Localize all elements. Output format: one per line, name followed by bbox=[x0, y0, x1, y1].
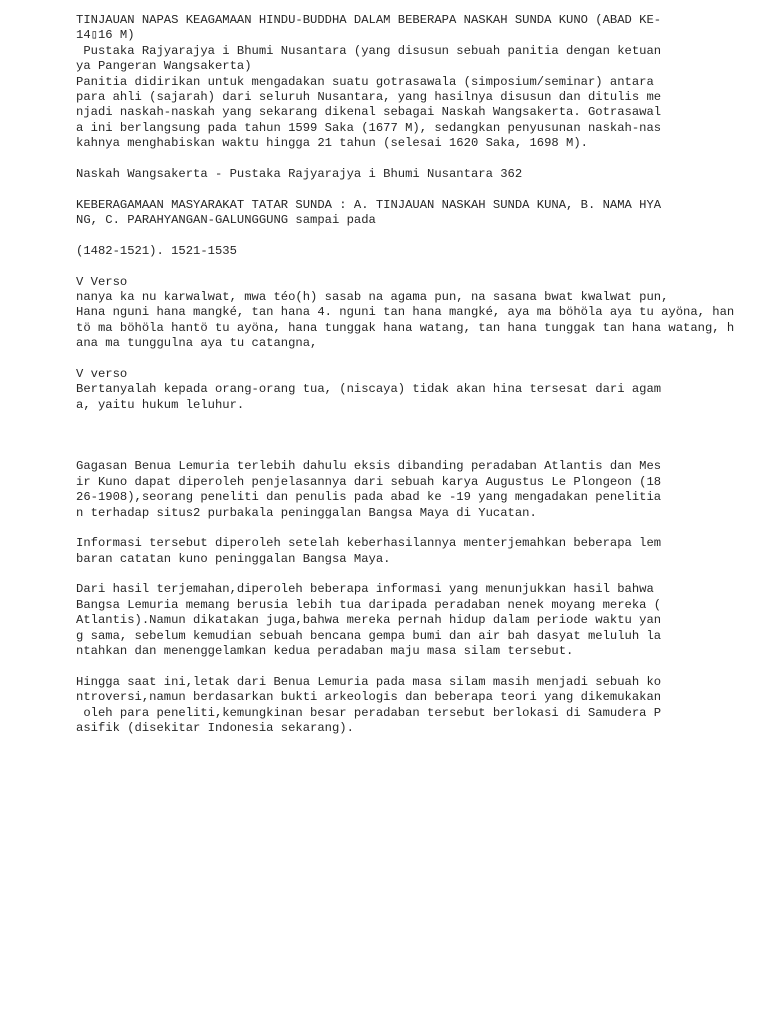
paragraph-gap bbox=[76, 413, 766, 428]
paragraph bbox=[76, 167, 766, 182]
paragraph-gap bbox=[76, 182, 766, 197]
paragraph bbox=[76, 244, 766, 259]
text-line: TINJAUAN NAPAS KEAGAMAAN HINDU-BUDDHA DALAM BEBERAPA NASKAH SUNDA KUNO (ABAD KE- bbox=[76, 13, 662, 27]
text-line: ntroversi,namun berdasarkan bukti arkeologis dan beberapa teori yang dikemukakan bbox=[76, 690, 662, 705]
text-line: Dari hasil terjemahan,diperoleh beberapa informasi yang menunjukkan hasil bahwa bbox=[76, 582, 654, 597]
paragraph-gap bbox=[76, 259, 766, 274]
paragraph bbox=[76, 536, 766, 567]
text-line: (1482-1521). 1521-1535 bbox=[76, 243, 237, 258]
text-line: NG, C. PARAHYANGAN-GALUNGGUNG sampai pada bbox=[76, 213, 376, 228]
text-line: V verso bbox=[76, 366, 128, 381]
text-line: tö ma böhöla hantö tu ayöna, hana tunggak hana watang, tan hana tunggak tan hana watang, h bbox=[76, 320, 735, 335]
text-line: ya Pangeran Wangsakerta) bbox=[76, 59, 252, 74]
text-line: asifik (disekitar Indonesia sekarang). bbox=[76, 720, 354, 735]
paragraph-gap bbox=[76, 659, 766, 674]
paragraph-gap bbox=[76, 228, 766, 243]
text-line: ntahkan dan menenggelamkan kedua peradaban maju masa silam tersebut. bbox=[76, 644, 574, 659]
text-line: kahnya menghabiskan waktu hingga 21 tahun (selesai 1620 Saka, 1698 M). bbox=[76, 136, 588, 151]
text-line: n terhadap situs2 purbakala peninggalan Bangsa Maya di Yucatan. bbox=[76, 505, 537, 520]
text-line: Bangsa Lemuria memang berusia lebih tua daripada peradaban nenek moyang mereka ( bbox=[76, 597, 662, 612]
text-line: V Verso bbox=[76, 274, 128, 289]
paragraph bbox=[76, 582, 766, 659]
paragraph-gap bbox=[76, 444, 766, 459]
text-line: Naskah Wangsakerta - Pustaka Rajyarajya i Bhumi Nusantara 362 bbox=[76, 166, 523, 181]
text-line: baran catatan kuno peninggalan Bangsa Maya. bbox=[76, 551, 391, 566]
text-line: Bertanyalah kepada orang-orang tua, (niscaya) tidak akan hina tersesat dari agam bbox=[76, 382, 662, 397]
paragraph bbox=[76, 13, 766, 152]
text-line: Hana nguni hana mangké, tan hana 4. nguni tan hana mangké, aya ma böhöla aya tu ayöna, han bbox=[76, 305, 735, 320]
text-line: 14▯16 M) bbox=[76, 28, 135, 43]
paragraph-gap bbox=[76, 152, 766, 167]
text-line: njadi naskah-naskah yang sekarang dikenal sebagai Naskah Wangsakerta. Gotrasawal bbox=[76, 105, 662, 120]
paragraph-gap bbox=[76, 567, 766, 582]
paragraph-gap bbox=[76, 429, 766, 444]
text-line: 26-1908),seorang peneliti dan penulis pada abad ke -19 yang mengadakan penelitia bbox=[76, 490, 662, 505]
paragraph-gap bbox=[76, 521, 766, 536]
text-line: nanya ka nu karwalwat, mwa téo(h) sasab na agama pun, na sasana bwat kwalwat pun, bbox=[76, 290, 669, 305]
text-line: KEBERAGAMAAN MASYARAKAT TATAR SUNDA : A. TINJAUAN NASKAH SUNDA KUNA, B. NAMA HYA bbox=[76, 197, 662, 212]
text-line: Gagasan Benua Lemuria terlebih dahulu eksis dibanding peradaban Atlantis dan Mes bbox=[76, 459, 662, 474]
paragraph bbox=[76, 459, 766, 521]
text-line: Panitia didirikan untuk mengadakan suatu gotrasawala (simposium/seminar) antara bbox=[76, 74, 654, 89]
paragraph bbox=[76, 675, 766, 737]
text-line: ir Kuno dapat diperoleh penjelasannya dari sebuah karya Augustus Le Plongeon (18 bbox=[76, 474, 662, 489]
text-line: Hingga saat ini,letak dari Benua Lemuria pada masa silam masih menjadi sebuah ko bbox=[76, 674, 662, 689]
paragraph-gap bbox=[76, 352, 766, 367]
text-line: a ini berlangsung pada tahun 1599 Saka (1677 M), sedangkan penyusunan naskah-nas bbox=[76, 120, 662, 135]
text-line: a, yaitu hukum leluhur. bbox=[76, 397, 245, 412]
text-line: oleh para peneliti,kemungkinan besar peradaban tersebut berlokasi di Samudera P bbox=[76, 705, 662, 720]
paragraph bbox=[76, 198, 766, 229]
text-line: Pustaka Rajyarajya i Bhumi Nusantara (yang disusun sebuah panitia dengan ketuan bbox=[76, 43, 662, 58]
text-line: g sama, sebelum kemudian sebuah bencana gempa bumi dan air bah dasyat meluluh la bbox=[76, 628, 662, 643]
text-line: Informasi tersebut diperoleh setelah keberhasilannya menterjemahkan beberapa lem bbox=[76, 536, 662, 551]
document-page bbox=[76, 13, 766, 736]
text-line: Atlantis).Namun dikatakan juga,bahwa mereka pernah hidup dalam periode waktu yan bbox=[76, 613, 662, 628]
text-line: ana ma tunggulna aya tu catangna, bbox=[76, 336, 318, 351]
text-line: para ahli (sajarah) dari seluruh Nusantara, yang hasilnya disusun dan ditulis me bbox=[76, 89, 662, 104]
paragraph bbox=[76, 367, 766, 413]
paragraph bbox=[76, 275, 766, 352]
